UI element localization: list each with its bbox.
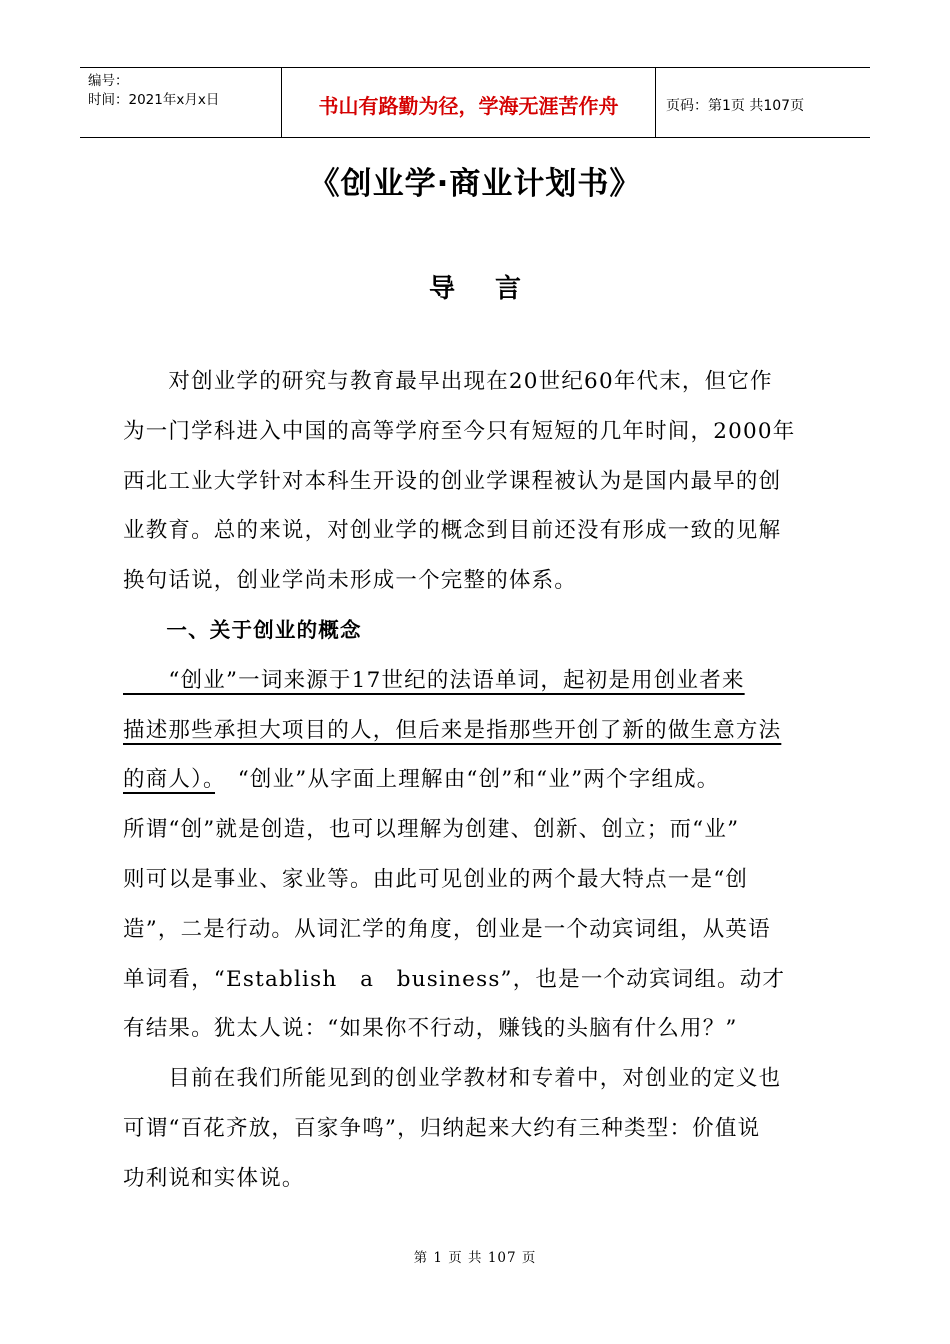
text-line: 为一门学科进入中国的高等学府至今只有短短的几年时间，2000年	[123, 418, 796, 444]
page-footer: 第 1 页 共 107 页	[413, 1250, 537, 1266]
text-fragment: “创业”从字面上理解由“创”和“业”两个字组成。	[215, 767, 720, 793]
header-page-code: 页码：第1页 共107页	[666, 97, 805, 114]
header-motto: 书山有路勤为径，学海无涯苦作舟	[282, 68, 656, 137]
underlined-line: 描述那些承担大项目的人，但后来是指那些开创了新的做生意方法	[123, 717, 782, 743]
text-line: 造”，二是行动。从词汇学的角度，创业是一个动宾词组，从英语	[123, 916, 771, 942]
text-line: 业教育。总的来说，对创业学的概念到目前还没有形成一致的见解	[123, 518, 782, 544]
header-table	[80, 67, 870, 138]
text-line: 有结果。犹太人说：“如果你不行动，赚钱的头脑有什么用？”	[123, 1016, 738, 1042]
text-line: 单词看，“Establish a business”，也是一个动宾词组。动才	[123, 966, 786, 992]
text-line: 功利说和实体说。	[123, 1165, 305, 1191]
subheading-concept: 一、关于创业的概念	[123, 617, 362, 642]
document-title: 《创业学·商业计划书》	[308, 166, 642, 202]
text-line: 所谓“创”就是创造，也可以理解为创建、创新、创立；而“业”	[123, 817, 740, 843]
text-line: 可谓“百花齐放，百家争鸣”，归纳起来大约有三种类型：价值说	[123, 1115, 761, 1141]
section-title: 导言	[428, 274, 561, 304]
underlined-line: “创业”一词来源于17世纪的法语单词，起初是用创业者来	[123, 667, 745, 693]
text-line: 对创业学的研究与教育最早出现在20世纪60年代末，但它作	[123, 369, 773, 394]
text-line: 换句话说，创业学尚未形成一个完整的体系。	[123, 568, 578, 594]
header-meta	[80, 68, 282, 137]
number-label: 编号：	[88, 73, 129, 89]
time-label: 时间：2021年x月x日	[88, 92, 220, 108]
text-line: 目前在我们所能见到的创业学教材和专着中，对创业的定义也	[123, 1066, 782, 1092]
intro-paragraph	[123, 357, 843, 1204]
text-line	[123, 755, 843, 805]
text-line: 西北工业大学针对本科生开设的创业学课程被认为是国内最早的创	[123, 468, 782, 494]
text-line: 则可以是事业、家业等。由此可见创业的两个最大特点一是“创	[123, 866, 749, 892]
underlined-fragment: 的商人）。	[123, 767, 216, 793]
